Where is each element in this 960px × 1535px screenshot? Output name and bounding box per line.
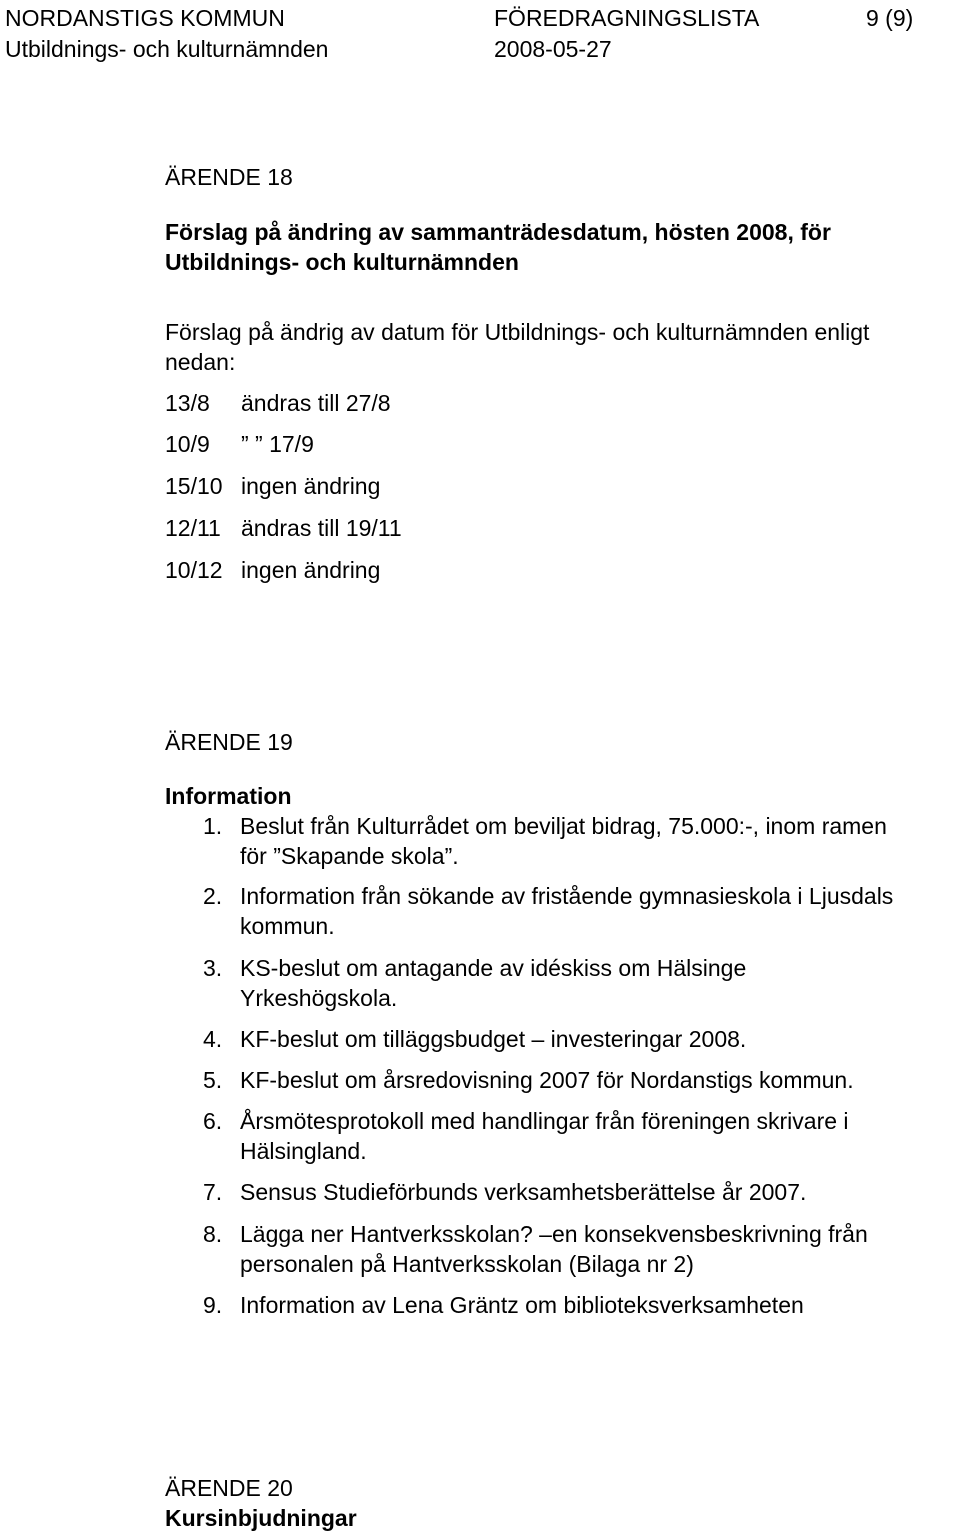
list-item-text: Yrkeshögskola.: [240, 985, 398, 1011]
change-date: 12/11: [165, 515, 221, 541]
list-item-text: personalen på Hantverksskolan (Bilaga nr 2): [240, 1251, 694, 1277]
header-org: NORDANSTIGS KOMMUN: [5, 5, 285, 31]
list-item-number: 4.: [203, 1026, 223, 1052]
header-committee: Utbildnings- och kulturnämnden: [5, 36, 329, 62]
list-item-text: KF-beslut om tilläggsbudget – investeringar 2008.: [240, 1026, 747, 1052]
arende-18-title-line-2: Utbildnings- och kulturnämnden: [165, 249, 519, 275]
change-text: ändras till 27/8: [241, 390, 391, 416]
list-item-number: 7.: [203, 1179, 223, 1205]
list-item-text: Årsmötesprotokoll med handlingar från föreningen skrivare i: [240, 1108, 849, 1134]
list-item-number: 1.: [203, 813, 223, 839]
arende-18-intro-line-2: nedan:: [165, 349, 236, 375]
list-item-number: 9.: [203, 1292, 223, 1318]
arende-18-title-line-1: Förslag på ändring av sammanträdesdatum, hösten 2008, för: [165, 219, 831, 245]
arende-18-heading: ÄRENDE 18: [165, 164, 293, 190]
list-item-text: för ”Skapande skola”.: [240, 843, 459, 869]
change-text: ” ” 17/9: [241, 431, 314, 457]
change-text: ingen ändring: [241, 557, 381, 583]
list-item-text: Information av Lena Gräntz om biblioteksverksamheten: [240, 1292, 804, 1318]
list-item-number: 5.: [203, 1067, 223, 1093]
list-item-text: Beslut från Kulturrådet om beviljat bidrag, 75.000:-, inom ramen: [240, 813, 887, 839]
header-doc-type: FÖREDRAGNINGSLISTA: [494, 5, 760, 31]
header-date: 2008-05-27: [494, 36, 612, 62]
change-text: ändras till 19/11: [241, 515, 402, 541]
list-item-text: kommun.: [240, 913, 335, 939]
list-item-number: 6.: [203, 1108, 223, 1134]
list-item-number: 2.: [203, 883, 223, 909]
list-item-text: KS-beslut om antagande av idéskiss om Hälsinge: [240, 955, 747, 981]
list-item-number: 8.: [203, 1221, 223, 1247]
arende-20-heading: ÄRENDE 20: [165, 1475, 293, 1501]
list-item-number: 3.: [203, 955, 223, 981]
arende-18-intro-line-1: Förslag på ändrig av datum för Utbildnings- och kulturnämnden enligt: [165, 319, 870, 345]
change-date: 13/8: [165, 390, 210, 416]
list-item-text: Information från sökande av fristående gymnasieskola i Ljusdals: [240, 883, 894, 909]
arende-19-heading: ÄRENDE 19: [165, 729, 293, 755]
list-item-text: Lägga ner Hantverksskolan? –en konsekvensbeskrivning från: [240, 1221, 868, 1247]
list-item-text: Hälsingland.: [240, 1138, 367, 1164]
change-date: 10/12: [165, 557, 223, 583]
header-page-number: 9 (9): [866, 5, 914, 31]
change-date: 15/10: [165, 473, 223, 499]
arende-19-subheading: Information: [165, 783, 292, 809]
list-item-text: KF-beslut om årsredovisning 2007 för Nordanstigs kommun.: [240, 1067, 854, 1093]
change-text: ingen ändring: [241, 473, 381, 499]
change-date: 10/9: [165, 431, 210, 457]
list-item-text: Sensus Studieförbunds verksamhetsberättelse år 2007.: [240, 1179, 807, 1205]
arende-20-subheading: Kursinbjudningar: [165, 1505, 357, 1531]
